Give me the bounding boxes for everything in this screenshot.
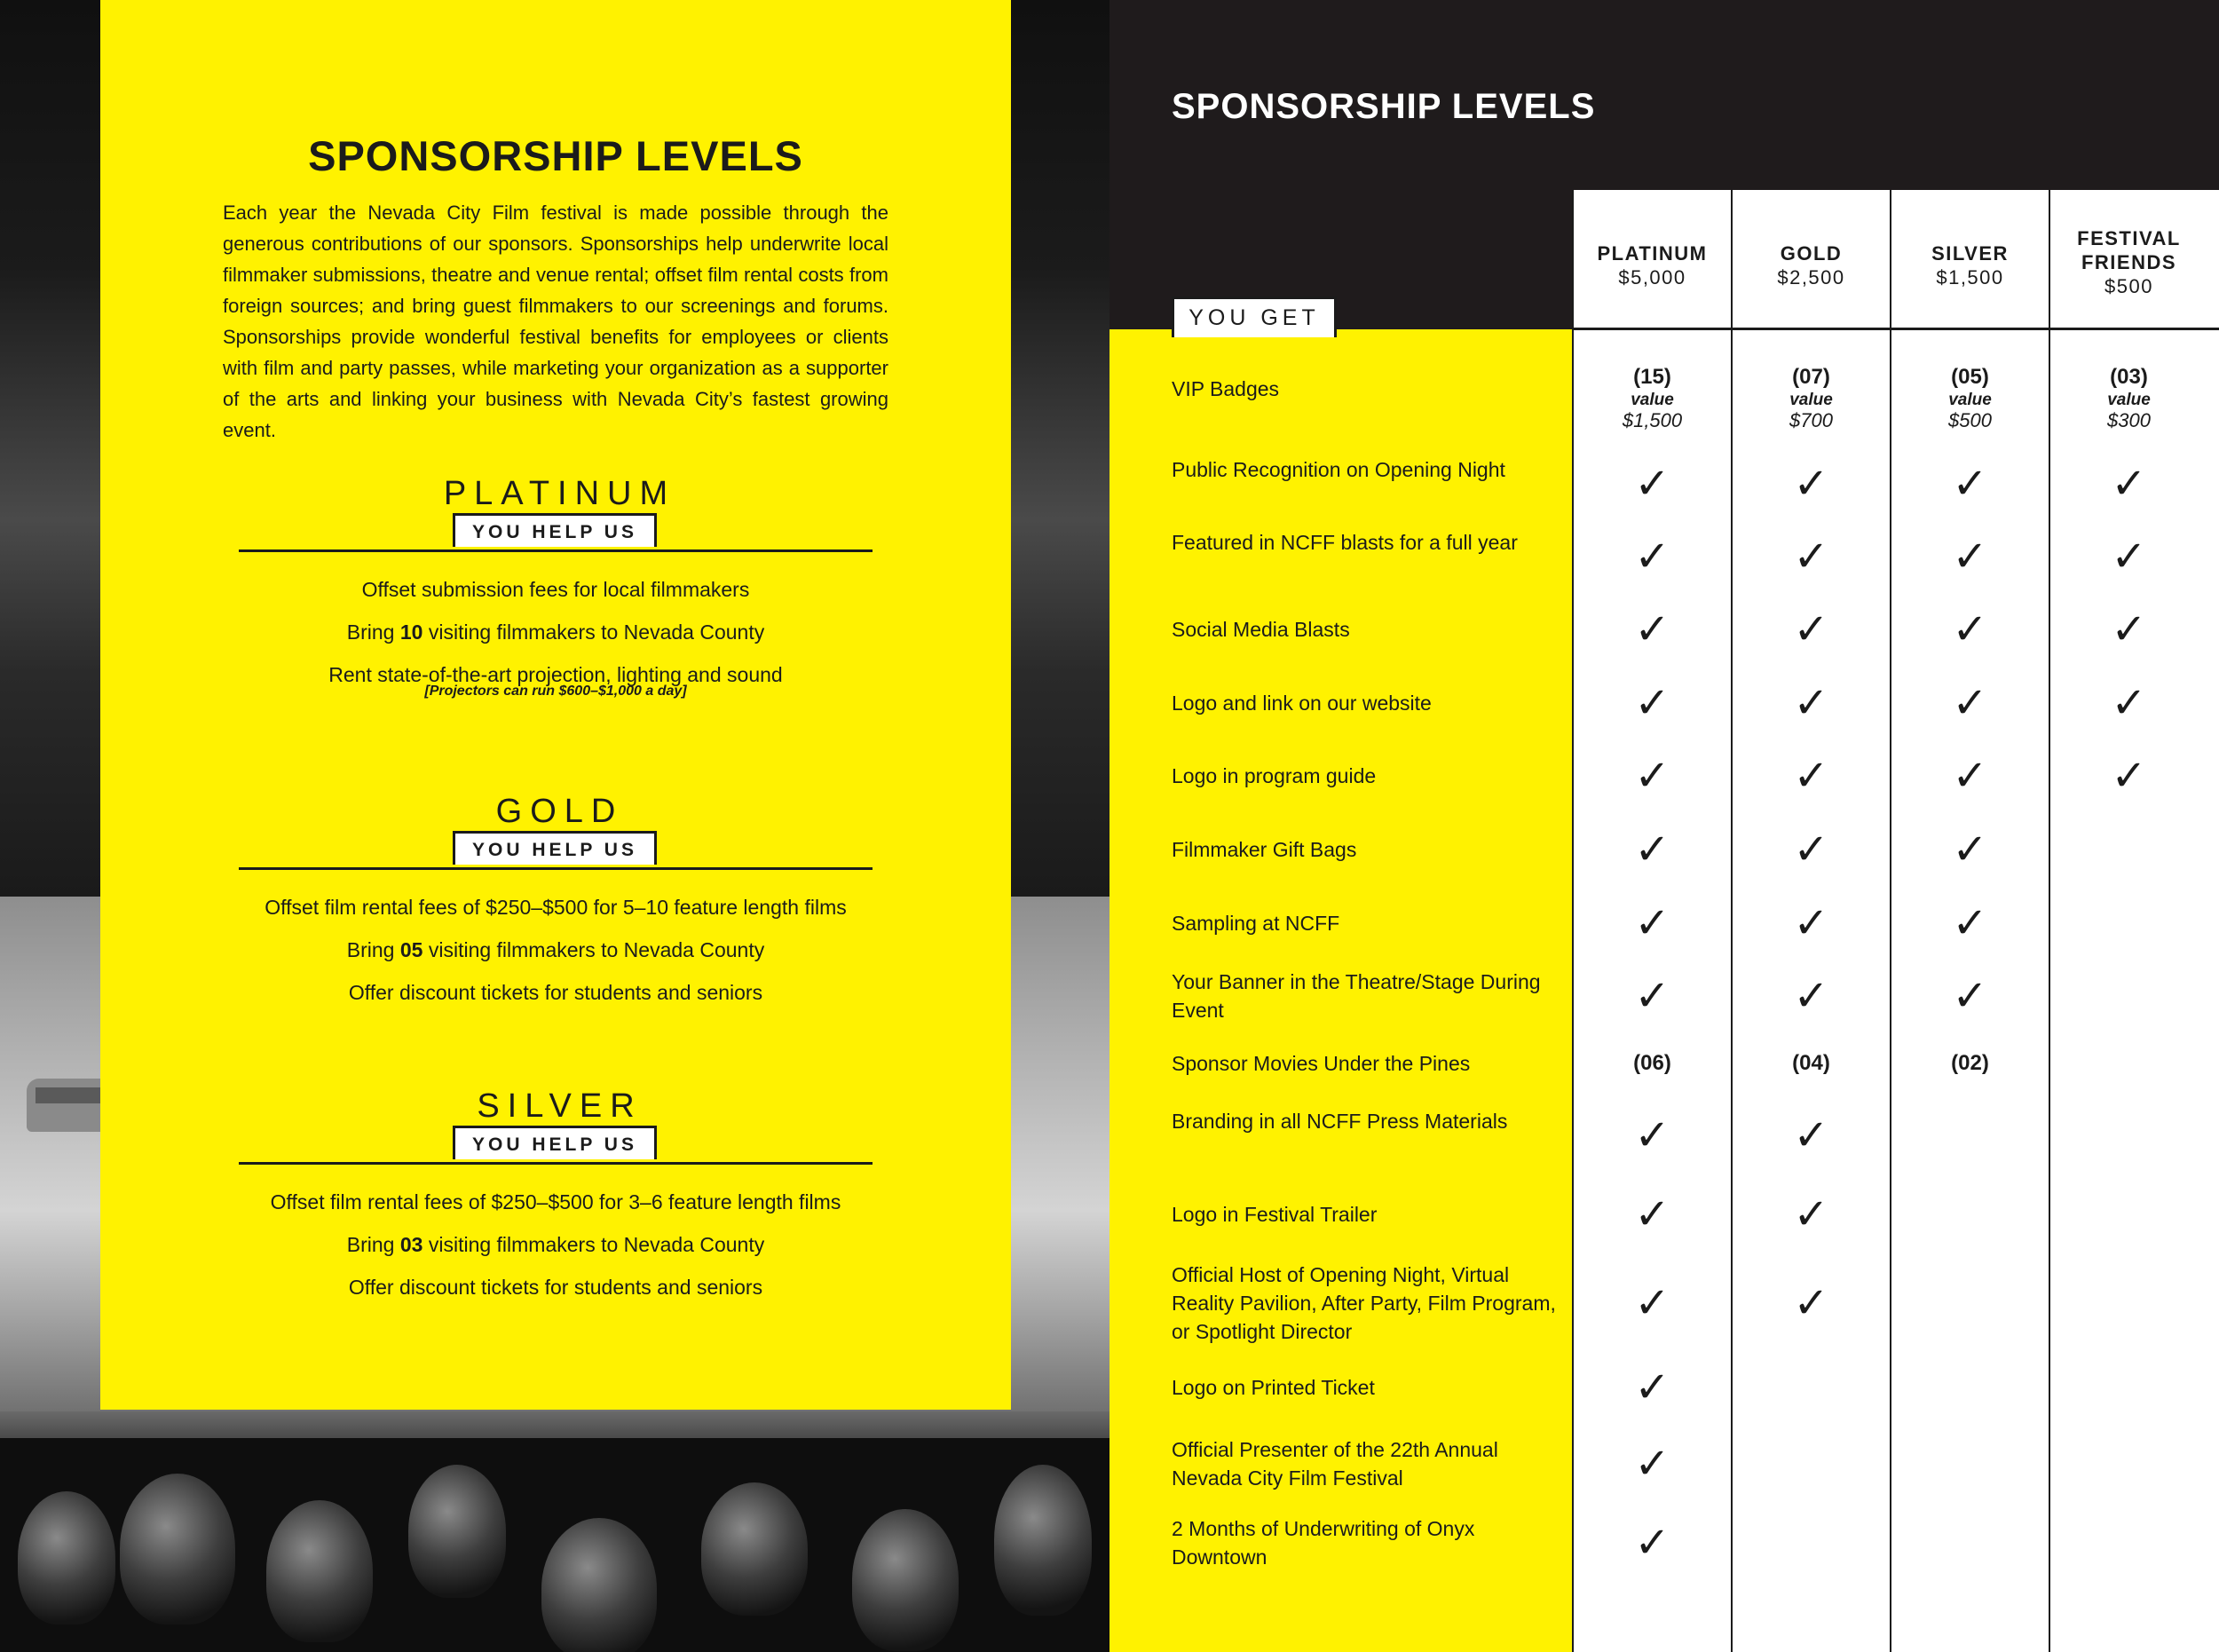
- row-label: Social Media Blasts: [1172, 618, 1350, 641]
- column-price: $2,500: [1777, 266, 1845, 289]
- benefit-cell: [1573, 534, 1732, 580]
- benefit-cell: [2049, 461, 2208, 507]
- audience-head: [852, 1509, 959, 1651]
- checkmark-icon: ✓: [1952, 971, 1988, 1021]
- sponsorship-info-panel: [100, 0, 1011, 1410]
- row-label: Logo and link on our website: [1172, 692, 1432, 715]
- checkmark-icon: ✓: [1793, 605, 1829, 654]
- benefit-cell: [1891, 461, 2049, 507]
- checkmark-icon: ✓: [1793, 1111, 1829, 1160]
- row-label: Logo in program guide: [1172, 764, 1377, 787]
- tier-name: PLATINUM: [443, 475, 676, 512]
- checkmark-icon: ✓: [1634, 1439, 1670, 1489]
- row-label: Branding in all NCFF Press Materials: [1172, 1110, 1508, 1133]
- checkmark-icon: ✓: [2111, 532, 2147, 581]
- checkmark-icon: ✓: [2111, 751, 2147, 801]
- checkmark-icon: ✓: [1634, 971, 1670, 1021]
- benefit-cell: [1732, 826, 1891, 873]
- checkmark-icon: ✓: [1793, 678, 1829, 728]
- checkmark-icon: ✓: [1634, 1111, 1670, 1160]
- benefit-cell: [2049, 753, 2208, 799]
- checkmark-icon: ✓: [1634, 459, 1670, 509]
- checkmark-icon: ✓: [1952, 898, 1988, 948]
- benefit-cell: [1891, 534, 2049, 580]
- tier-items: [100, 886, 1011, 1014]
- row-label: Official Host of Opening Night, Virtual Reality Pavilion, After Party, Film Program, or Spotlight Director: [1172, 1263, 1556, 1343]
- benefit-cell: [1573, 900, 1732, 946]
- checkmark-icon: ✓: [1952, 532, 1988, 581]
- audience-head: [18, 1491, 115, 1624]
- checkmark-icon: ✓: [1634, 825, 1670, 874]
- audience-head: [120, 1474, 235, 1624]
- benefit-cell: [1732, 753, 1891, 799]
- row-label: Filmmaker Gift Bags: [1172, 838, 1357, 861]
- benefit-cell: [1573, 1520, 1732, 1566]
- vip-badge-cell: [2049, 364, 2208, 431]
- you-help-us-label: YOU HELP US: [453, 831, 657, 865]
- checkmark-icon: ✓: [1634, 1363, 1670, 1412]
- benefit-cell: [1573, 1191, 1732, 1237]
- column-name: FESTIVAL: [2077, 227, 2181, 249]
- checkmark-icon: ✓: [1793, 825, 1829, 874]
- tier-rule: [239, 1126, 873, 1165]
- tier-item: Offset film rental fees of $250–$500 for 5–10 feature length films: [265, 896, 847, 919]
- value-amount: $700: [1789, 409, 1833, 431]
- tier-item-count: 10: [399, 620, 423, 644]
- audience-head: [266, 1500, 373, 1642]
- vip-badge-cell: [1732, 364, 1891, 431]
- benefit-cell: [2049, 606, 2208, 652]
- value-amount: $1,500: [1622, 409, 1683, 431]
- column-name: PLATINUM: [1597, 242, 1708, 265]
- benefit-cell: [1891, 826, 2049, 873]
- audience-head: [994, 1465, 1092, 1616]
- column-header-festival-friends: [2049, 226, 2208, 299]
- checkmark-icon: ✓: [1634, 1190, 1670, 1239]
- benefit-cell: [1573, 826, 1732, 873]
- benefit-cell: [1573, 1050, 1732, 1077]
- benefit-cell: [1732, 606, 1891, 652]
- tier-rule: [239, 513, 873, 552]
- audience-head: [701, 1482, 808, 1616]
- checkmark-icon: ✓: [1634, 751, 1670, 801]
- benefit-cell: [1573, 1364, 1732, 1411]
- table-title: SPONSORSHIP LEVELS: [1172, 87, 1596, 126]
- benefit-cell: [1573, 1441, 1732, 1487]
- column-name: GOLD: [1780, 242, 1843, 265]
- vip-badge-cell: [1573, 364, 1732, 431]
- tier-items: [100, 568, 1011, 701]
- tier-item: Rent state-of-the-art projection, lighting and sound: [328, 663, 783, 686]
- audience-photo: [0, 1438, 1110, 1652]
- header-divider: [1572, 328, 2219, 330]
- value-label: value: [1789, 391, 1833, 409]
- benefit-cell: [1573, 1280, 1732, 1326]
- badge-count: (15): [1633, 365, 1671, 389]
- benefit-cell: [1891, 753, 2049, 799]
- row-label: Your Banner in the Theatre/Stage During Event: [1172, 970, 1541, 1022]
- benefit-cell: [1573, 1112, 1732, 1158]
- row-label: Sampling at NCFF: [1172, 912, 1340, 935]
- benefit-cell: [1573, 461, 1732, 507]
- column-name: FRIENDS: [2081, 251, 2177, 273]
- benefit-cell: [1732, 680, 1891, 726]
- checkmark-icon: ✓: [1952, 459, 1988, 509]
- value-label: value: [1948, 391, 1992, 409]
- checkmark-icon: ✓: [1634, 1278, 1670, 1328]
- row-label: Sponsor Movies Under the Pines: [1172, 1052, 1471, 1075]
- tier-item: Offer discount tickets for students and seniors: [348, 981, 763, 1004]
- checkmark-icon: ✓: [1952, 751, 1988, 801]
- checkmark-icon: ✓: [1952, 825, 1988, 874]
- benefit-cell: [1732, 973, 1891, 1019]
- column-name: SILVER: [1931, 242, 2009, 265]
- benefit-cell: [1891, 680, 2049, 726]
- right-page: [1110, 0, 2219, 1652]
- checkmark-icon: ✓: [1634, 605, 1670, 654]
- row-label: Official Presenter of the 22th Annual Nevada City Film Festival: [1172, 1438, 1498, 1490]
- checkmark-icon: ✓: [1634, 532, 1670, 581]
- benefit-count: (04): [1792, 1051, 1830, 1075]
- tier-name: GOLD: [495, 793, 624, 830]
- column-price: $500: [2104, 275, 2153, 297]
- row-label: 2 Months of Underwriting of Onyx Downtown: [1172, 1517, 1475, 1569]
- benefit-cell: [1732, 534, 1891, 580]
- value-label: value: [2107, 391, 2151, 409]
- audience-head: [408, 1465, 506, 1598]
- checkmark-icon: ✓: [2111, 605, 2147, 654]
- you-help-us-label: YOU HELP US: [453, 513, 657, 547]
- benefit-cell: [1732, 1191, 1891, 1237]
- tier-item-count: 03: [399, 1233, 423, 1256]
- tier-item: Bring 05 visiting filmmakers to Nevada County: [346, 938, 765, 961]
- benefit-cell: [1573, 973, 1732, 1019]
- checkmark-icon: ✓: [1634, 678, 1670, 728]
- badge-count: (03): [2110, 365, 2148, 389]
- tier-note: [Projectors can run $600–$1,000 a day]: [424, 684, 687, 699]
- row-label: Featured in NCFF blasts for a full year: [1172, 531, 1518, 554]
- value-amount: $500: [1948, 409, 1992, 431]
- benefit-cell: [1891, 973, 2049, 1019]
- checkmark-icon: ✓: [1793, 751, 1829, 801]
- tier-silver: [100, 1087, 1011, 1308]
- checkmark-icon: ✓: [1634, 1518, 1670, 1568]
- tier-item: Offset film rental fees of $250–$500 for 3–6 feature length films: [270, 1190, 841, 1213]
- tier-item: Offer discount tickets for students and seniors: [348, 1276, 763, 1299]
- checkmark-icon: ✓: [1793, 1278, 1829, 1328]
- benefit-cell: [1732, 1112, 1891, 1158]
- checkmark-icon: ✓: [1793, 459, 1829, 509]
- checkmark-icon: ✓: [2111, 678, 2147, 728]
- row-label: Logo on Printed Ticket: [1172, 1376, 1375, 1399]
- benefit-count: (06): [1633, 1051, 1671, 1075]
- row-label: Logo in Festival Trailer: [1172, 1203, 1378, 1226]
- checkmark-icon: ✓: [1793, 1190, 1829, 1239]
- vip-badge-cell: [1891, 364, 2049, 431]
- you-get-label: YOU GET: [1172, 296, 1337, 337]
- benefit-cell: [1891, 1050, 2049, 1077]
- tier-platinum: [100, 475, 1011, 701]
- audience-head: [541, 1518, 657, 1652]
- column-header-silver: [1891, 241, 2049, 290]
- badge-count: (05): [1951, 365, 1989, 389]
- benefit-cell: [1573, 680, 1732, 726]
- panel-title: SPONSORSHIP LEVELS: [308, 132, 803, 179]
- column-header-platinum: [1573, 241, 1732, 290]
- column-price: $5,000: [1618, 266, 1686, 289]
- checkmark-icon: ✓: [1793, 971, 1829, 1021]
- benefit-cell: [2049, 680, 2208, 726]
- checkmark-icon: ✓: [1952, 678, 1988, 728]
- value-amount: $300: [2107, 409, 2151, 431]
- benefit-cell: [1732, 1280, 1891, 1326]
- tier-rule: [239, 831, 873, 870]
- checkmark-icon: ✓: [2111, 459, 2147, 509]
- column-header-gold: [1732, 241, 1891, 290]
- benefit-cell: [2049, 534, 2208, 580]
- benefit-cell: [1891, 900, 2049, 946]
- value-label: value: [1631, 391, 1674, 409]
- benefit-count: (02): [1951, 1051, 1989, 1075]
- benefit-cell: [1732, 1050, 1891, 1077]
- you-help-us-label: YOU HELP US: [453, 1126, 657, 1159]
- row-label-vip-badges: VIP Badges: [1172, 377, 1280, 400]
- tier-item: Bring 10 visiting filmmakers to Nevada County: [346, 620, 765, 644]
- column-price: $1,500: [1936, 266, 2004, 289]
- checkmark-icon: ✓: [1634, 898, 1670, 948]
- badge-count: (07): [1792, 365, 1830, 389]
- tier-name: SILVER: [477, 1087, 643, 1125]
- benefit-cell: [1732, 461, 1891, 507]
- row-label: Public Recognition on Opening Night: [1172, 458, 1505, 481]
- tier-items: [100, 1181, 1011, 1308]
- benefit-cell: [1573, 606, 1732, 652]
- tier-item: Bring 03 visiting filmmakers to Nevada County: [346, 1233, 765, 1256]
- checkmark-icon: ✓: [1952, 605, 1988, 654]
- benefit-cell: [1891, 606, 2049, 652]
- benefit-cell: [1732, 900, 1891, 946]
- intro-paragraph: Each year the Nevada City Film festival is made possible through the generous contributions of our sponsors. Sponsorships help underwrite local filmmaker submissions, theatre and venue rental; offset film rental costs from foreign sources; and bring guest filmmakers to our screenings and forums. Sponsorships provide wonderful festival benefits for employees or clients with film and party passes, while marketing your organization as a supporter of the arts and linking your business with Nevada City’s fastest growing event.: [223, 202, 888, 441]
- tier-item: Offset submission fees for local filmmakers: [361, 578, 750, 601]
- checkmark-icon: ✓: [1793, 532, 1829, 581]
- benefit-cell: [1573, 753, 1732, 799]
- tier-item-count: 05: [399, 938, 423, 961]
- checkmark-icon: ✓: [1793, 898, 1829, 948]
- tier-gold: [100, 793, 1011, 1014]
